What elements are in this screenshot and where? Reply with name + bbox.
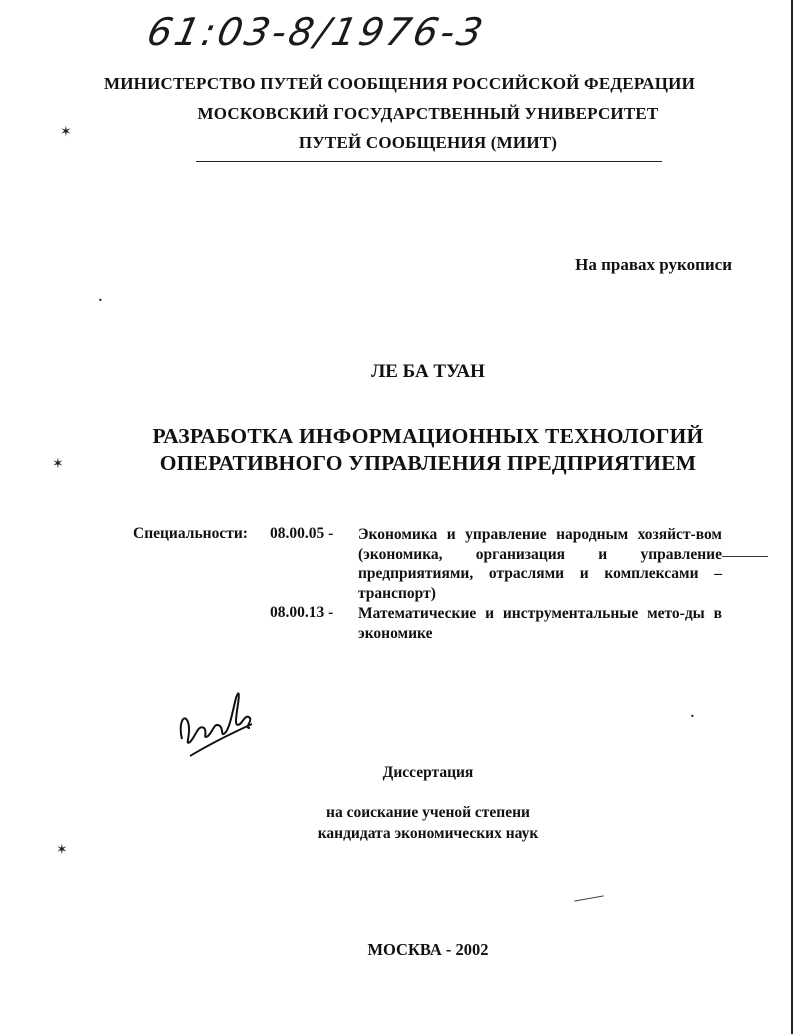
page-border xyxy=(791,0,793,1034)
specialty-description-2: Математические и инструментальные мето-ды в экономике xyxy=(358,605,722,642)
header-divider xyxy=(196,161,662,162)
specialty-description-1: Экономика и управление народным хозяйст-вом (экономика, организация и управление предприятиями, отраслями и комплексами – транспорт) xyxy=(358,526,722,602)
specialties-label: Специальности: xyxy=(133,525,248,542)
organization-line-1: МИНИСТЕРСТВО ПУТЕЙ СООБЩЕНИЯ РОССИЙСКОЙ ФЕДЕРАЦИИ xyxy=(103,74,695,93)
title-line-1: РАЗРАБОТКА ИНФОРМАЦИОННЫХ ТЕХНОЛОГИЙ xyxy=(152,424,704,448)
city-year: МОСКВА - 2002 xyxy=(367,940,489,959)
archive-number: 61:03-8/1976-3 xyxy=(143,10,490,54)
author-name: ЛЕ БА ТУАН xyxy=(371,361,485,382)
stray-line xyxy=(722,556,768,557)
organization-line-2: МОСКОВСКИЙ ГОСУДАРСТВЕННЫЙ УНИВЕРСИТЕТ xyxy=(197,104,659,123)
dissertation-line-1: на соискание ученой степени xyxy=(326,804,530,821)
organization-line-3: ПУТЕЙ СООБЩЕНИЯ (МИИТ) xyxy=(298,133,558,152)
rights-note: На правах рукописи xyxy=(575,255,732,274)
specialty-code-1: 08.00.05 - xyxy=(270,525,334,542)
handwritten-signature xyxy=(170,684,260,764)
title-line-2: ОПЕРАТИВНОГО УПРАВЛЕНИЯ ПРЕДПРИЯТИЕМ xyxy=(159,451,697,475)
dissertation-line-2: кандидата экономических наук xyxy=(317,825,539,842)
scan-mark: • xyxy=(690,712,695,721)
specialty-code-2: 08.00.13 - xyxy=(270,604,334,621)
scan-mark: ✶ xyxy=(56,842,68,858)
scan-mark: ✶ xyxy=(52,456,64,472)
dissertation-heading: Диссертация xyxy=(382,764,474,781)
scan-mark xyxy=(574,895,604,901)
scan-mark: • xyxy=(98,296,103,305)
scan-mark: ✶ xyxy=(60,124,72,140)
